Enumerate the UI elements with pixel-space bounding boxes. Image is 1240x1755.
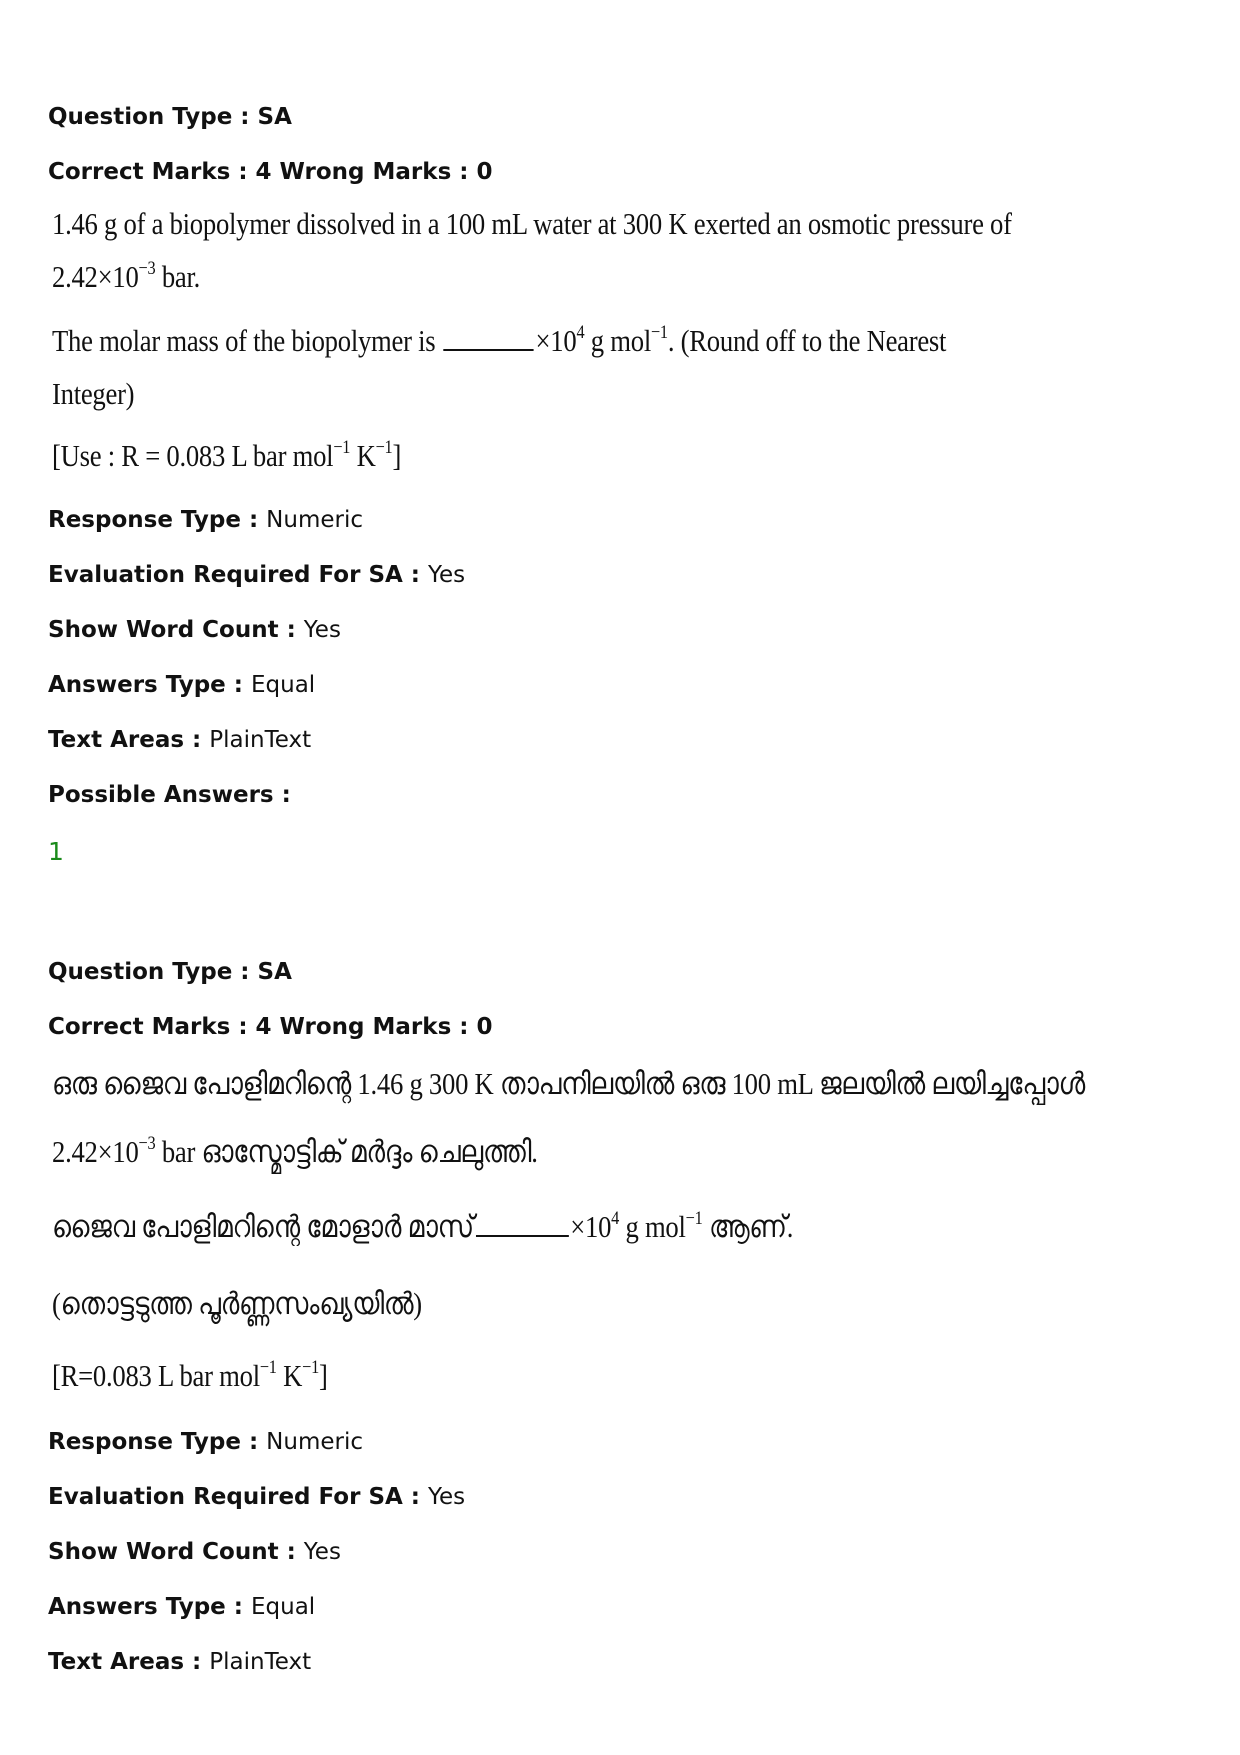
- response-type-line: [48, 1427, 363, 1457]
- gas-constant-exp-1: −1: [333, 437, 351, 458]
- possible-answers-label: Possible Answers :: [48, 782, 291, 808]
- question-type-label: Question Type :: [48, 104, 258, 130]
- field-label: Answers Type :: [48, 1594, 251, 1620]
- field-value: PlainText: [209, 727, 312, 753]
- gas-constant-close: ]: [392, 438, 402, 473]
- times-ten: ×10: [570, 1209, 612, 1244]
- field-label: Answers Type :: [48, 672, 251, 698]
- field-value: Numeric: [266, 507, 364, 533]
- pressure-exponent: −3: [138, 1133, 156, 1154]
- field-label: Text Areas :: [48, 1649, 210, 1675]
- gas-constant-exp-2: −1: [375, 437, 393, 458]
- field-label: Response Type :: [48, 507, 267, 533]
- text-areas-line: [48, 1647, 311, 1677]
- field-value: Yes: [303, 1539, 341, 1565]
- question-text-line-1: ഒരു ജൈവ പോളിമറിന്റെ 1.46 g 300 K താപനിലയിൽ ഒരു 100 mL ജലയിൽ ലയിച്ചപ്പോൾ: [52, 1066, 1085, 1101]
- field-value: Equal: [250, 1594, 316, 1620]
- field-value: Yes: [303, 617, 341, 643]
- gas-constant: [R=0.083 L bar mol: [52, 1358, 260, 1393]
- possible-answers-heading: [48, 780, 291, 810]
- field-value: PlainText: [209, 1649, 312, 1675]
- pressure-value: 2.42×10: [52, 1134, 139, 1169]
- pressure-exponent: −3: [138, 258, 156, 279]
- possible-answer-value: 1: [48, 837, 64, 866]
- field-label: Show Word Count :: [48, 617, 304, 643]
- question-type-line: [48, 102, 292, 132]
- response-type-line: [48, 505, 363, 535]
- field-value: Numeric: [266, 1429, 364, 1455]
- text-areas-line: [48, 725, 311, 755]
- question-text-line-2: [52, 258, 200, 296]
- gas-constant-exp-2: −1: [302, 1357, 320, 1378]
- marks-line: [48, 1012, 492, 1042]
- power-four: 4: [611, 1208, 620, 1229]
- question-text-line-5: [52, 1357, 328, 1395]
- evaluation-required-line: [48, 560, 465, 590]
- field-value: Yes: [428, 562, 466, 588]
- answer-blank: [444, 325, 534, 351]
- question-type-line: [48, 957, 292, 987]
- rounding-note: . (Round off to the Nearest: [667, 323, 947, 358]
- field-label: Text Areas :: [48, 727, 210, 753]
- molar-mass-prompt: ജൈവ പോളിമറിന്റെ മോളാർ മാസ്: [52, 1209, 474, 1244]
- answers-type-line: [48, 1592, 315, 1622]
- show-word-count-line: [48, 615, 341, 645]
- answer-blank: [476, 1211, 569, 1237]
- field-label: Evaluation Required For SA :: [48, 1484, 429, 1510]
- closing-word: ആണ്.: [702, 1209, 794, 1244]
- marks-line: [48, 157, 492, 187]
- times-ten: ×10: [535, 323, 577, 358]
- molar-unit: g mol: [619, 1209, 686, 1244]
- unit-exponent: −1: [650, 322, 668, 343]
- field-value: Yes: [428, 1484, 466, 1510]
- marks-label: Correct Marks : 4 Wrong Marks : 0: [48, 159, 493, 185]
- question-text-line-4: (തൊട്ടടുത്ത പൂർണ്ണസംഖ്യയിൽ): [52, 1286, 422, 1321]
- gas-constant-close: ]: [319, 1358, 328, 1393]
- gas-constant-kelvin: K: [350, 438, 376, 473]
- field-value: Equal: [250, 672, 316, 698]
- answers-type-line: [48, 670, 315, 700]
- pressure-unit: bar ഓസ്മോട്ടിക് മർദ്ദം ചെലുത്തി.: [155, 1134, 538, 1169]
- question-text-line-5: [52, 437, 401, 475]
- pressure-unit: bar.: [155, 259, 201, 294]
- field-label: Evaluation Required For SA :: [48, 562, 429, 588]
- show-word-count-line: [48, 1537, 341, 1567]
- power-four: 4: [576, 322, 585, 343]
- pressure-value: 2.42×10: [52, 259, 139, 294]
- question-text-line-1: 1.46 g of a biopolymer dissolved in a 100 mL water at 300 K exerted an osmotic pressure of: [52, 206, 1012, 241]
- question-type-value: SA: [257, 959, 292, 985]
- question-type-label: Question Type :: [48, 959, 258, 985]
- question-text-line-3: [52, 322, 946, 360]
- field-label: Show Word Count :: [48, 1539, 304, 1565]
- question-text-line-4: Integer): [52, 376, 135, 411]
- question-text-line-2: [52, 1133, 538, 1171]
- molar-mass-prompt: The molar mass of the biopolymer is: [52, 323, 442, 358]
- field-label: Response Type :: [48, 1429, 267, 1455]
- molar-unit: g mol: [584, 323, 651, 358]
- unit-exponent: −1: [685, 1208, 703, 1229]
- gas-constant-exp-1: −1: [259, 1357, 277, 1378]
- gas-constant: [Use : R = 0.083 L bar mol: [52, 438, 334, 473]
- question-type-value: SA: [257, 104, 292, 130]
- question-text-line-3: [52, 1208, 793, 1246]
- gas-constant-kelvin: K: [276, 1358, 303, 1393]
- marks-label: Correct Marks : 4 Wrong Marks : 0: [48, 1014, 493, 1040]
- evaluation-required-line: [48, 1482, 465, 1512]
